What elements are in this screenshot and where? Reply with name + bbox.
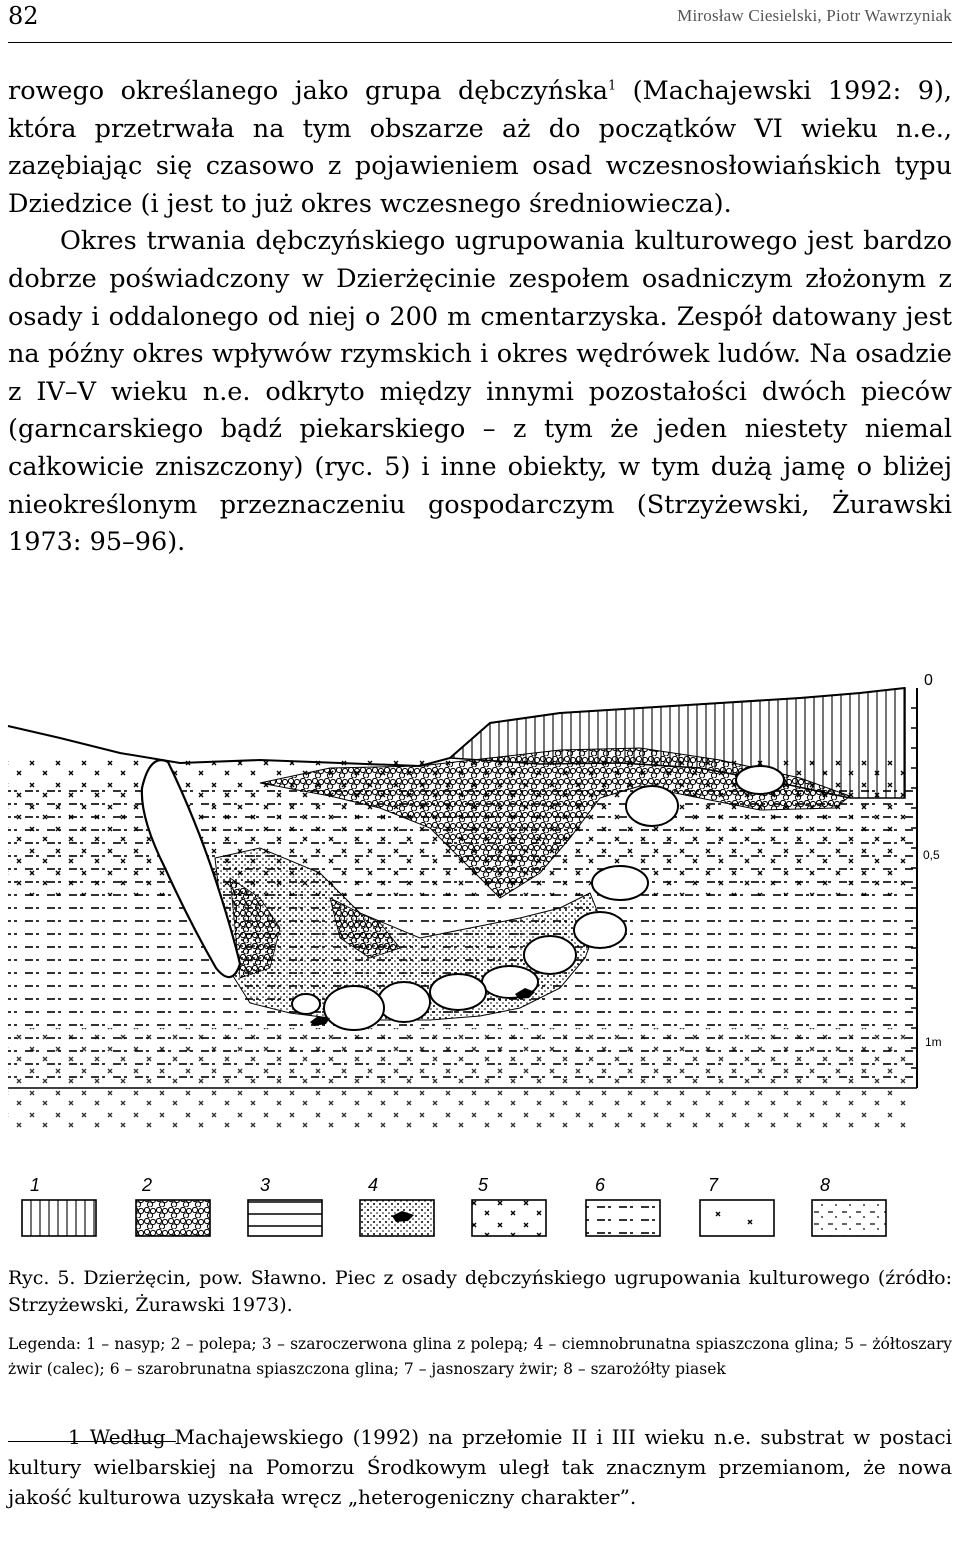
legend-number-3: 3 (260, 1175, 271, 1195)
stone (736, 766, 784, 794)
figure-section-drawing (0, 668, 960, 1252)
figure-legend: Legenda: 1 – nasyp; 2 – polepa; 3 – szaroczerwona glina z polepą; 4 – ciemnobrunatna spiaszczona glina; 5 – żółtoszary żwir (calec); 6 – szarobrunatna spiaszczona glina; 7 – jasnoszary żwir; 8 – szarożółty piasek (8, 1335, 952, 1378)
footnote-reference: 1 (607, 78, 617, 94)
main-text (8, 73, 952, 562)
layer-gravel-bottom (8, 1028, 913, 1128)
stone (324, 986, 384, 1030)
legend-swatch-light-gravel (700, 1200, 774, 1236)
running-title: Mirosław Ciesielski, Piotr Wawrzyniak (677, 6, 952, 25)
depth-label-0: 0 (924, 672, 933, 689)
footnote-body (8, 1423, 952, 1512)
paragraph-1 (8, 73, 952, 223)
legend-swatch-yellow-gravel (472, 1200, 546, 1236)
legend-number-1: 1 (30, 1175, 41, 1195)
page-number: 82 (8, 2, 39, 30)
footnote (8, 1423, 952, 1512)
stone (592, 866, 648, 900)
legend-number-7: 7 (708, 1175, 719, 1195)
footnote-text: Według Machajewskiego (1992) na przełomie II i III wieku n.e. substrat w postaci kultury wielbarskiej na Pomorzu Środkowym uległ tak znacznym przemianom, że nowa jakość kulturowa uzyskała wręcz „heterogeniczny charakter”. (8, 1425, 952, 1509)
stone (626, 786, 678, 826)
stone (524, 936, 576, 974)
legend-swatch-red-clay (248, 1200, 322, 1236)
legend-number-8: 8 (820, 1175, 831, 1195)
footnote-number: 1 (68, 1425, 81, 1449)
legend-swatch-daub (136, 1200, 210, 1236)
legend-swatch-sandy-clay (586, 1200, 660, 1236)
legend-swatch-embankment (22, 1200, 96, 1236)
legend-swatch-sand (812, 1200, 886, 1236)
paragraph-2: Okres trwania dębczyńskiego ugrupowania kulturowego jest bardzo dobrze poświadczony w Dzierżęcinie zespołem osadniczym złożonym z osady i oddalonego od niej o 200 m cmentarzyska. Zespół datowany jest na późny okres wpływów rzymskich i okres wędrówek ludów. Na osadzie z IV–V wieku n.e. odkryto między innymi pozostałości dwóch pieców (garncarskiego bądź piekarskiego – z tym że jeden niestety niemal całkowicie zniszczony) (ryc. 5) i inne obiekty, w tym dużą jamę o bliżej nieokreślonym przeznaczeniu gospodarczym (Strzyżewski, Żurawski 1973: 95–96). (8, 226, 952, 558)
legend-number-5: 5 (478, 1175, 489, 1195)
figure-caption: Ryc. 5. Dzierżęcin, pow. Sławno. Piec z osady dębczyńskiego ugrupowania kulturowego (źródło: Strzyżewski, Żurawski 1973). (8, 1267, 952, 1316)
page-header (8, 0, 952, 43)
depth-label-1m: 1m (925, 1035, 942, 1049)
paragraph-1-end: (Machajewski 1992: 9), która przetrwała na tym obszarze aż do początków VI wieku n.e., zazębiając się czasowo z pojawieniem osad wczesnosłowiańskich typu Dziedzice (i jest to już okres wczesnego średniowiecza). (8, 76, 952, 219)
legend-number-4: 4 (368, 1175, 379, 1195)
paragraph-1-start: rowego określanego jako grupa dębczyńska (8, 76, 608, 106)
legend-number-6: 6 (595, 1175, 606, 1195)
stone (378, 982, 430, 1022)
legend-number-2: 2 (142, 1175, 153, 1195)
depth-label-half: 0,5 (923, 848, 940, 862)
stone (574, 912, 626, 948)
stone (292, 994, 320, 1014)
stone (430, 974, 486, 1010)
